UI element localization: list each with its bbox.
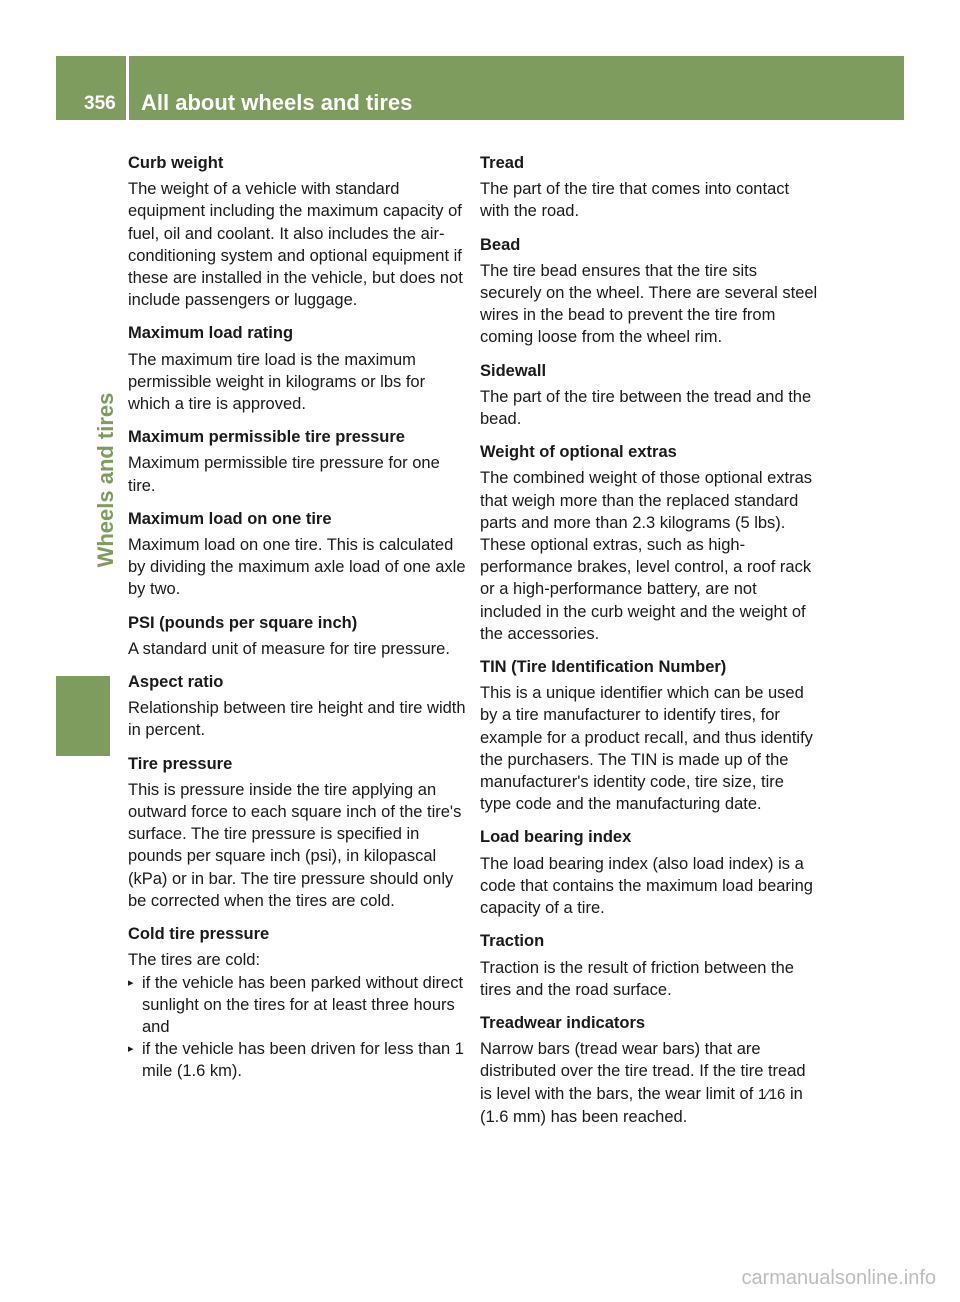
entry-cold-tire-pressure — [128, 923, 466, 1082]
entry-term: Bead — [480, 235, 521, 254]
entry-text: The maximum tire load is the maximum permissible weight in kilograms or lbs for which a tire is approved. — [128, 350, 426, 414]
entry-text: The tire bead ensures that the tire sits securely on the wheel. There are several steel wires in the bead to prevent the tire from coming loose from the wheel rim. — [480, 261, 818, 347]
entry-maximum-load-on-one-tire — [128, 508, 466, 601]
bullet-list — [128, 972, 466, 1083]
entry-term: Aspect ratio — [128, 673, 224, 692]
entry-term: Load bearing index — [480, 828, 632, 847]
entry-text: The tires are cold: — [128, 951, 261, 970]
entry-sidewall — [480, 360, 818, 431]
entry-text-part: Narrow bars (tread wear bars) that are distributed over the tire tread. If the tire tread is level with the bars, the wear limit of — [480, 1040, 806, 1103]
entry-text: The part of the tire that comes into contact with the road. — [480, 180, 790, 221]
entry-bead — [480, 234, 818, 349]
entry-treadwear-indicators — [480, 1012, 818, 1128]
entry-text: Maximum load on one tire. This is calculated by dividing the maximum axle load of one axle by two. — [128, 536, 466, 599]
entry-text: Maximum permissible tire pressure for one tire. — [128, 454, 440, 495]
left-column — [128, 152, 466, 1094]
side-tab-marker — [56, 676, 110, 756]
entry-text: This is pressure inside the tire applying an outward force to each square inch of the tire's surface. The tire pressure is specified in pounds per square inch (psi), in kilopascal (kPa) or in bar. The tire pressure should only be corrected when the tires are cold. — [128, 780, 462, 910]
entry-text: The part of the tire between the tread and the bead. — [480, 387, 812, 429]
header-divider — [126, 56, 129, 120]
page-number: 356 — [84, 93, 116, 114]
entry-maximum-permissible-tire-pressure — [128, 426, 466, 497]
entry-term: Traction — [480, 932, 545, 951]
bullet-item: ▸ if the vehicle has been parked without direct sunlight on the tires for at least three hours and — [128, 972, 466, 1039]
entry-term: Tire pressure — [128, 754, 233, 773]
entry-psi — [128, 612, 466, 660]
entry-text: A standard unit of measure for tire pressure. — [128, 639, 450, 658]
entry-tread — [480, 152, 818, 223]
entry-text: The weight of a vehicle with standard equipment including the maximum capacity of fuel, oil and coolant. It also includes the air-conditioning system and optional equipment if these are installed in the vehicle, but does not include passengers or luggage. — [128, 180, 463, 310]
watermark: carmanualsonline.info — [741, 1267, 936, 1289]
entry-weight-of-optional-extras — [480, 441, 818, 645]
entry-text — [480, 1038, 818, 1128]
entry-term: Curb weight — [128, 154, 224, 172]
entry-text: The combined weight of those optional extras that weigh more than the replaced standard parts and more than 2.3 kilograms (5 lbs). These optional extras, such as high-performance brakes, level control, a roof rack or a high-performance battery, are not included in the curb weight and the weight of the accessories. — [480, 469, 813, 643]
entry-term: Weight of optional extras — [480, 443, 677, 462]
entry-term: PSI (pounds per square inch) — [128, 613, 358, 632]
entry-text: Relationship between tire height and tire width in percent. — [128, 699, 466, 740]
fraction-value: 1⁄16 — [757, 1085, 786, 1103]
entry-traction — [480, 930, 818, 1001]
entry-term: Tread — [480, 154, 525, 172]
entry-load-bearing-index — [480, 826, 818, 919]
entry-text: The load bearing index (also load index) is a code that contains the maximum load bearing capacity of a tire. — [480, 854, 813, 918]
side-tab-label: Wheels and tires — [93, 392, 118, 568]
entry-tire-pressure — [128, 753, 466, 912]
entry-maximum-load-rating — [128, 322, 466, 415]
entry-term: TIN (Tire Identification Number) — [480, 658, 727, 677]
entry-term: Maximum load on one tire — [128, 509, 332, 528]
entry-text-part: in (1.6 mm) has been reached. — [480, 1084, 803, 1126]
entry-curb-weight — [128, 152, 466, 311]
right-column — [480, 152, 818, 1139]
entry-text: This is a unique identifier which can be used by a tire manufacturer to identify tires, for example for a product recall, and thus identify the purchasers. The TIN is made up of the manufacturer's identity code, tire size, tire type code and the manufacturing date. — [480, 684, 813, 814]
entry-term: Treadwear indicators — [480, 1013, 646, 1032]
entry-aspect-ratio — [128, 671, 466, 742]
entry-text: Traction is the result of friction between the tires and the road surface. — [480, 958, 794, 999]
entry-term: Maximum load rating — [128, 324, 294, 343]
entry-tin — [480, 656, 818, 815]
bullet-item: ▸ if the vehicle has been driven for less than 1 mile (1.6 km). — [128, 1038, 466, 1082]
entry-term: Maximum permissible tire pressure — [128, 428, 405, 447]
entry-term: Sidewall — [480, 361, 547, 380]
page-title: All about wheels and tires — [141, 90, 413, 115]
entry-term: Cold tire pressure — [128, 925, 270, 944]
